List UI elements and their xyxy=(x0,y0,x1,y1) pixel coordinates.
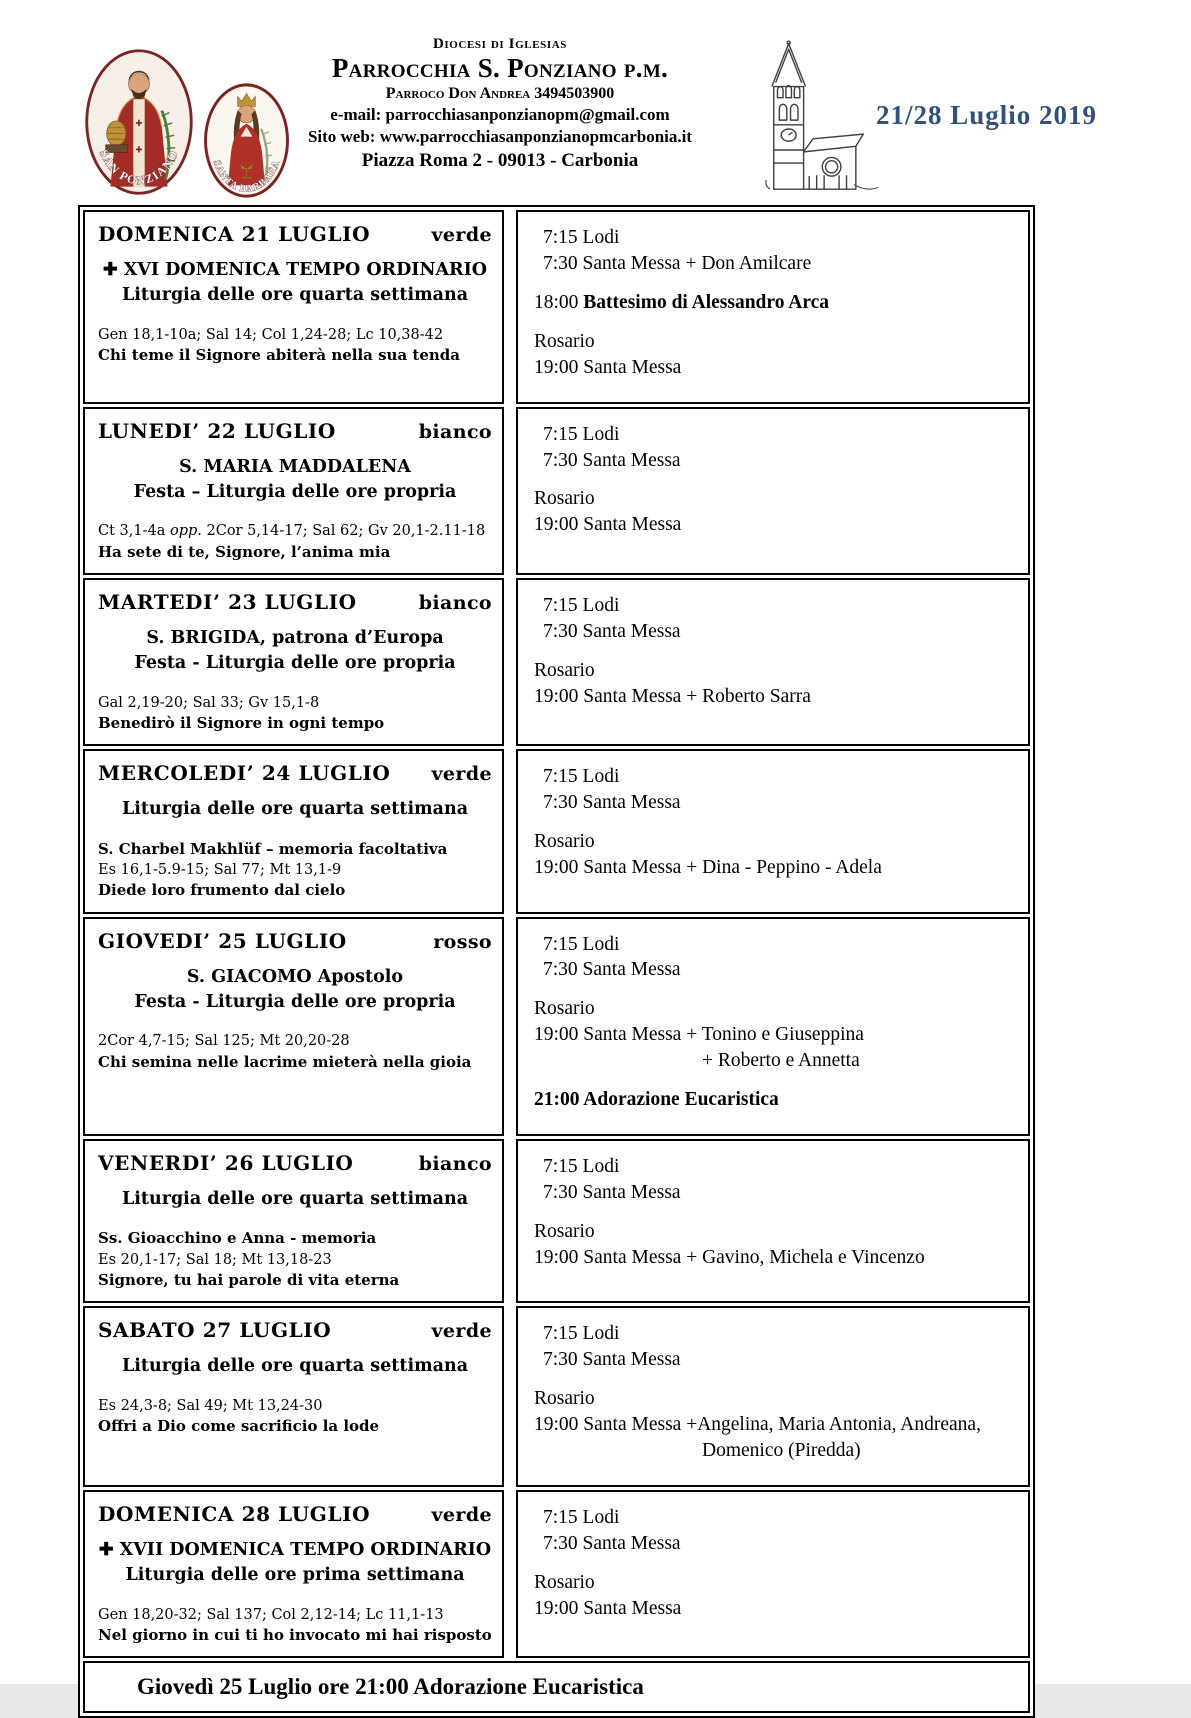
schedule-block: Rosario 19:00 Santa Messa xyxy=(534,330,682,378)
email-line: e-mail: parrocchiasanponzianopm@gmail.com xyxy=(330,105,670,125)
day-header xyxy=(98,419,492,443)
readings-block: Gen 18,20-32; Sal 137; Col 2,12-14; Lc 11,1-13 Nel giorno in cui ti ho invocato mi hai risposto xyxy=(98,1606,492,1645)
day-info-cell xyxy=(83,1306,504,1487)
schedule-block: 7:15 Lodi 7:30 Santa Messa xyxy=(543,933,681,981)
schedule-block: Rosario 19:00 Santa Messa + Roberto Sarra xyxy=(534,659,811,707)
feast-block: Liturgia delle ore quarta settimana xyxy=(121,1356,469,1377)
day-title: LUNEDI’ 22 LUGLIO xyxy=(98,418,336,443)
feast-block: Liturgia delle ore quarta settimana xyxy=(121,799,469,820)
liturgical-color: verde xyxy=(431,1503,492,1526)
liturgical-color: bianco xyxy=(418,591,492,614)
readings-block: Gal 2,19-20; Sal 33; Gv 15,1-8 Benedirò il Signore in ogni tempo xyxy=(98,694,385,732)
feast-block: ✚ XVI DOMENICA TEMPO ORDINARIO Liturgia delle ore quarta settimana xyxy=(102,260,488,306)
liturgical-color: verde xyxy=(431,224,492,246)
saint-badge-santa-barbara xyxy=(200,80,294,202)
schedule-block: 7:15 Lodi 7:30 Santa Messa xyxy=(543,423,681,471)
badge-label-san-ponziano: SAN PONZIANO xyxy=(96,147,182,188)
schedule-block: 18:00 Battesimo di Alessandro Arca xyxy=(534,291,830,313)
parish-name: Parrocchia S. Ponziano p.m. xyxy=(331,53,669,83)
schedule-cell xyxy=(516,1490,1030,1658)
day-header xyxy=(98,1318,492,1342)
day-info-cell xyxy=(83,407,504,575)
pastor-line: Parroco Don Andrea 3494503900 xyxy=(385,84,615,102)
date-range: 21/28 Luglio 2019 xyxy=(876,100,1098,130)
liturgical-color: verde xyxy=(431,763,492,786)
day-header xyxy=(98,590,492,614)
schedule-cell xyxy=(516,578,1030,746)
feast-block: ✚ XVII DOMENICA TEMPO ORDINARIO Liturgia delle ore prima settimana xyxy=(98,1539,492,1586)
schedule-table xyxy=(78,205,1035,1718)
schedule-block: 7:15 Lodi 7:30 Santa Messa xyxy=(543,1323,681,1371)
diocese-name: Diocesi di Iglesias xyxy=(432,36,567,52)
address-line: Piazza Roma 2 - 09013 - Carbonia xyxy=(361,149,639,171)
liturgical-color: verde xyxy=(431,1320,492,1343)
svg-text:✚: ✚ xyxy=(135,117,143,128)
schedule-block: Rosario 19:00 Santa Messa +Angelina, Maria Antonia, Andreana, Domenico (Piredda) xyxy=(534,1388,981,1462)
feast-block: S. GIACOMO Apostolo Festa - Liturgia delle ore propria xyxy=(134,966,456,1012)
schedule-cell xyxy=(516,210,1030,404)
schedule-block: Rosario 19:00 Santa Messa + Dina - Peppino - Adela xyxy=(534,831,882,879)
schedule-cell xyxy=(516,749,1030,913)
day-header xyxy=(98,1151,492,1175)
readings-block: Gen 18,1-10a; Sal 14; Col 1,24-28; Lc 10,38-42 Chi teme il Signore abiterà nella sua tenda xyxy=(98,326,460,365)
day-info-cell xyxy=(83,210,504,404)
schedule-block: Rosario 19:00 Santa Messa + Tonino e Giuseppina + Roberto e Annetta xyxy=(534,998,864,1072)
day-header xyxy=(98,222,492,246)
saint-badge-san-ponziano xyxy=(82,46,196,198)
badge-label-santa-barbara: SANTA BARBARA xyxy=(210,158,283,195)
schedule-block: 7:15 Lodi 7:30 Santa Messa xyxy=(543,766,681,814)
feast-block: S. BRIGIDA, patrona d’Europa Festa - Liturgia delle ore propria xyxy=(134,627,456,674)
schedule-cell xyxy=(516,1139,1030,1303)
readings-block: Ct 3,1-4a opp. 2Cor 5,14-17; Sal 62; Gv 20,1-2.11-18 Ha sete di te, Signore, l’anima mia xyxy=(98,523,486,561)
church-drawing xyxy=(742,34,882,196)
liturgical-color: rosso xyxy=(433,930,492,953)
schedule-block: 7:15 Lodi 7:30 Santa Messa xyxy=(543,594,681,642)
readings-block: Ss. Gioacchino e Anna - memoria Es 20,1-17; Sal 18; Mt 13,18-23 Signore, tu hai parole di vita eterna xyxy=(98,1229,400,1290)
masthead-text xyxy=(300,36,700,174)
day-title: DOMENICA 21 LUGLIO xyxy=(98,222,371,246)
schedule-block: Rosario 19:00 Santa Messa + Gavino, Michela e Vincenzo xyxy=(534,1220,925,1268)
day-title: VENERDI’ 26 LUGLIO xyxy=(98,1151,354,1176)
schedule-block: 7:15 Lodi 7:30 Santa Messa xyxy=(543,1506,681,1554)
day-info-cell xyxy=(83,749,504,913)
website-line: Sito web: www.parrocchiasanponzianopmcarbonia.it xyxy=(307,127,693,147)
day-info-cell xyxy=(83,917,504,1137)
footer-banner xyxy=(83,1661,1030,1713)
schedule-cell xyxy=(516,917,1030,1137)
day-header xyxy=(98,761,492,785)
svg-text:✚: ✚ xyxy=(135,144,143,155)
day-title: MERCOLEDI’ 24 LUGLIO xyxy=(98,761,391,786)
schedule-cell xyxy=(516,1306,1030,1487)
day-title: DOMENICA 28 LUGLIO xyxy=(98,1501,371,1526)
day-title: GIOVEDI’ 25 LUGLIO xyxy=(98,928,347,953)
schedule-cell xyxy=(516,407,1030,575)
feast-block: S. MARIA MADDALENA Festa – Liturgia delle ore propria xyxy=(133,456,457,502)
schedule-block: 7:15 Lodi 7:30 Santa Messa + Don Amilcare xyxy=(543,227,812,274)
readings-block: 2Cor 4,7-15; Sal 125; Mt 20,20-28 Chi semina nelle lacrime mieterà nella gioia xyxy=(98,1033,472,1071)
readings-block: S. Charbel Makhlüf – memoria facoltativa Es 16,1-5.9-15; Sal 77; Mt 13,1-9 Diede loro frumento dal cielo xyxy=(98,839,448,900)
day-title: SABATO 27 LUGLIO xyxy=(98,1318,332,1343)
day-title: MARTEDI’ 23 LUGLIO xyxy=(98,589,357,614)
schedule-block: Rosario 19:00 Santa Messa xyxy=(534,1571,682,1619)
schedule-block: 21:00 Adorazione Eucaristica xyxy=(534,1089,779,1111)
day-header xyxy=(98,929,492,953)
schedule-block: Rosario 19:00 Santa Messa xyxy=(534,488,682,536)
header xyxy=(0,0,1191,202)
feast-block: Liturgia delle ore quarta settimana xyxy=(121,1189,469,1210)
footer-text: Giovedì 25 Luglio ore 21:00 Adorazione Eucaristica xyxy=(137,1674,644,1700)
liturgical-color: bianco xyxy=(418,1153,492,1176)
day-info-cell xyxy=(83,1139,504,1303)
day-info-cell xyxy=(83,1490,504,1658)
schedule-block: 7:15 Lodi 7:30 Santa Messa xyxy=(543,1156,681,1204)
readings-block: Es 24,3-8; Sal 49; Mt 13,24-30 Offri a Dio come sacrificio la lode xyxy=(98,1397,380,1436)
day-header xyxy=(98,1502,492,1526)
liturgical-color: bianco xyxy=(418,420,492,443)
day-info-cell xyxy=(83,578,504,746)
